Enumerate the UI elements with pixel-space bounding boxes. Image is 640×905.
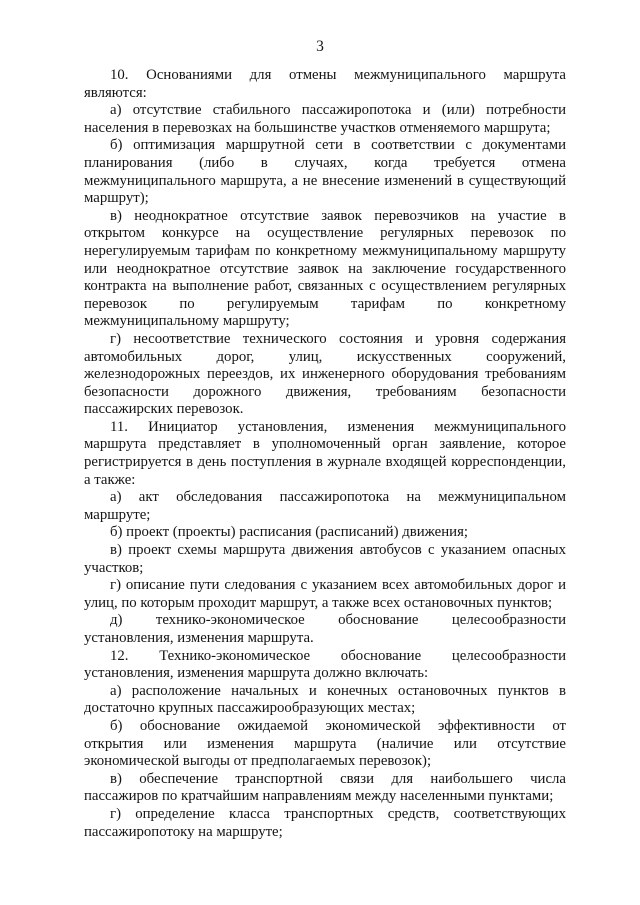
text-line: установления, изменения маршрута. bbox=[84, 630, 314, 646]
text-line: г) несоответствие технического состояния и уровня содержания bbox=[110, 330, 566, 347]
paragraph-p11b bbox=[84, 524, 566, 542]
paragraph-p11 bbox=[84, 419, 566, 489]
text-line: улиц, по которым проходит маршрут, а также всех остановочных пунктов; bbox=[84, 594, 553, 611]
text-line: г) описание пути следования с указанием всех автомобильных дорог и bbox=[110, 577, 566, 594]
text-line: в) обеспечение транспортной связи для наибольшего числа bbox=[110, 770, 566, 787]
paragraph-p10 bbox=[84, 67, 566, 102]
text-line: б) оптимизация маршрутной сети в соответствии с документами bbox=[110, 137, 566, 154]
paragraph-p12d bbox=[84, 806, 566, 841]
text-line: пассажиропотоку на маршруте; bbox=[84, 823, 283, 840]
paragraph-p11e bbox=[84, 612, 566, 647]
text-line: д) технико-экономическое обоснование целесообразности bbox=[110, 612, 566, 629]
text-line: 10. Основаниями для отмены межмуниципального маршрута bbox=[110, 67, 566, 83]
text-line: а) отсутствие стабильного пассажиропотока и (или) потребности bbox=[110, 102, 566, 119]
text-line: безопасности дорожного движения, требованиям безопасности bbox=[84, 383, 566, 400]
text-line: экономической выгоды от предполагаемых перевозок); bbox=[84, 753, 432, 770]
text-line: установления, изменения маршрута должно включать: bbox=[84, 665, 429, 682]
paragraph-p11c bbox=[84, 542, 566, 577]
text-line: межмуниципальному маршруту; bbox=[84, 313, 290, 330]
text-line: пассажиров по кратчайшим направлениям между населенными пунктами; bbox=[84, 788, 554, 805]
text-line: в) проект схемы маршрута движения автобусов с указанием опасных bbox=[110, 542, 566, 559]
text-line: достаточно крупных пассажирообразующих местах; bbox=[84, 700, 416, 717]
text-line: открытом конкурсе на осуществление регулярных перевозок по bbox=[84, 225, 566, 242]
text-line: являются: bbox=[84, 84, 147, 101]
text-line: нерегулируемым тарифам по конкретному межмуниципальному маршруту bbox=[84, 242, 566, 259]
text-line: а) акт обследования пассажиропотока на межмуниципальном bbox=[110, 489, 566, 506]
text-line: пассажирских перевозок. bbox=[84, 401, 244, 418]
text-line: или неоднократное отсутствие заявок на заключение государственного bbox=[84, 260, 566, 277]
text-line: 11. Инициатор установления, изменения межмуниципального bbox=[110, 418, 566, 435]
paragraph-p11d bbox=[84, 577, 566, 612]
paragraph-p12a bbox=[84, 683, 566, 718]
document-body bbox=[84, 67, 566, 841]
text-line: автомобильных дорог, улиц, искусственных сооружений, bbox=[84, 348, 566, 365]
paragraph-p10b bbox=[84, 137, 566, 207]
paragraph-p10c bbox=[84, 208, 566, 331]
paragraph-p10a bbox=[84, 102, 566, 137]
paragraph-p10d bbox=[84, 331, 566, 419]
text-line: а также: bbox=[84, 471, 136, 488]
text-line: а) расположение начальных и конечных остановочных пунктов в bbox=[110, 682, 566, 699]
text-line: маршруте; bbox=[84, 506, 151, 523]
text-line: межмуниципального маршрута, а не внесение изменений в существующий bbox=[84, 172, 566, 189]
paragraph-p12c bbox=[84, 771, 566, 806]
text-line: маршрут); bbox=[84, 190, 149, 207]
text-line: населения в перевозках на большинстве участков отменяемого маршрута; bbox=[84, 119, 551, 136]
paragraph-p12 bbox=[84, 648, 566, 683]
text-line: открытия или изменения маршрута (наличие или отсутствие bbox=[84, 735, 566, 752]
text-line: участков; bbox=[84, 559, 144, 576]
text-line: г) определение класса транспортных средств, соответствующих bbox=[110, 805, 566, 822]
text-line: в) неоднократное отсутствие заявок перевозчиков на участие в bbox=[110, 207, 566, 224]
text-line: железнодорожных переездов, их инженерного оборудования требованиям bbox=[84, 366, 566, 383]
text-line: маршрута представляет в уполномоченный орган заявление, которое bbox=[84, 436, 566, 453]
text-line: регистрируется в день поступления в журнале входящей корреспонденции, bbox=[84, 454, 566, 471]
text-line: б) обоснование ожидаемой экономической эффективности от bbox=[110, 717, 566, 734]
paragraph-p12b bbox=[84, 718, 566, 771]
text-line: б) проект (проекты) расписания (расписаний) движения; bbox=[110, 524, 469, 541]
text-line: планирования (либо в случаях, когда требуется отмена bbox=[84, 154, 566, 171]
page-number: 3 bbox=[316, 38, 324, 55]
text-line: контракта на выполнение работ, связанных с осуществлением регулярных bbox=[84, 278, 566, 295]
text-line: 12. Технико-экономическое обоснование целесообразности bbox=[110, 647, 566, 664]
paragraph-p11a bbox=[84, 489, 566, 524]
text-line: перевозок по регулируемым тарифам по конкретному bbox=[84, 295, 566, 312]
